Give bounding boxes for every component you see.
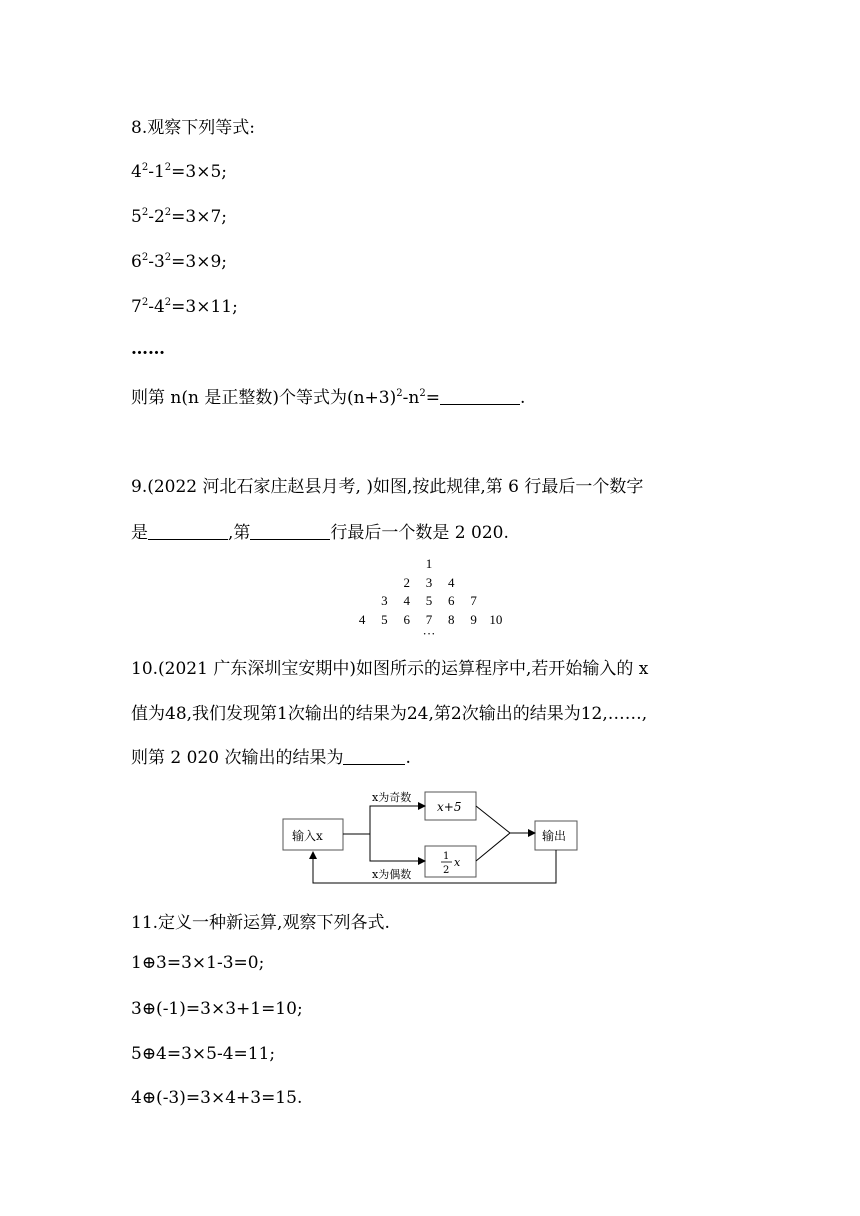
pyramid-ellipsis: ··· xyxy=(422,626,436,641)
q8-title: 8.观察下列等式: xyxy=(131,118,255,138)
pyramid-number: 6 xyxy=(403,611,410,627)
q11-equation-1: 1⊕3=3×1-3=0; xyxy=(131,953,265,973)
pyramid-number: 1 xyxy=(425,556,433,571)
pyramid-number: 8 xyxy=(448,611,455,627)
pyramid-number: 4 xyxy=(448,574,455,590)
even-branch-arrow xyxy=(370,834,425,861)
odd-branch-arrow xyxy=(370,806,425,834)
pyramid-number: 2 xyxy=(403,574,410,590)
merge-line xyxy=(476,806,510,833)
even-operation-box xyxy=(425,846,476,877)
q9-line-2: 是 ,第 行最后一个数是 2 020. xyxy=(131,523,509,543)
odd-operation-label: x+5 xyxy=(437,800,462,814)
q8-equation-2: $5^2-2^2=3\times 7$; xyxy=(131,207,228,227)
even-condition-label: x为偶数 xyxy=(372,868,412,881)
output-label: 输出 xyxy=(542,829,567,843)
q8-ellipsis: …… xyxy=(131,339,165,359)
pyramid-number: 4 xyxy=(403,593,410,608)
pyramid-number: 6 xyxy=(448,593,455,608)
q11-title: 11.定义一种新运算,观察下列各式. xyxy=(131,913,390,933)
q11-equation-2: 3⊕(-1)=3×3+1=10; xyxy=(131,999,303,1019)
fraction-numerator: 1 xyxy=(443,851,450,862)
q10-line-1: 10.(2021 广东深圳宝安期中)如图所示的运算程序中,若开始输入的 x xyxy=(131,659,649,679)
input-label: 输入x xyxy=(292,829,323,843)
q10-line-2: 值为48,我们发现第1次输出的结果为24,第2次输出的结果为12,……, xyxy=(131,704,648,724)
q9-line-1: 9.(2022 河北石家庄赵县月考, )如图,按此规律,第 6 行最后一个数字 xyxy=(131,477,644,497)
pyramid-number: 5 xyxy=(425,593,433,608)
odd-condition-label: x为奇数 xyxy=(372,791,412,804)
even-operation-variable: x xyxy=(454,856,461,869)
q8-equation-1: $4^2-1^2=3\times 5$; xyxy=(131,162,228,182)
pyramid-number: 10 xyxy=(489,611,503,627)
q10-line-3: 则第 2 020 次输出的结果为 . xyxy=(131,748,411,768)
q8-equation-4: $7^2-4^2=3\times 11$; xyxy=(131,297,238,317)
pyramid-number: 3 xyxy=(381,593,388,608)
q11-equation-4: 4⊕(-3)=3×4+3=15. xyxy=(131,1088,303,1108)
merge-line xyxy=(476,833,510,861)
pyramid-number: 7 xyxy=(470,593,477,608)
q8-equation-3: $6^2-3^2=3\times 9$; xyxy=(131,252,228,272)
pyramid-number: 4 xyxy=(358,611,366,627)
q8-question: 则第 n(n 是正整数)个等式为$(n+3)^2-n^2=$ . xyxy=(131,388,526,408)
fraction-denominator: 2 xyxy=(443,865,450,876)
pyramid-number: 5 xyxy=(381,611,388,627)
pyramid-number: 9 xyxy=(470,611,477,627)
q11-equation-3: 5⊕4=3×5-4=11; xyxy=(131,1044,276,1064)
pyramid-number: 7 xyxy=(425,611,433,627)
pyramid-number: 3 xyxy=(425,574,433,590)
